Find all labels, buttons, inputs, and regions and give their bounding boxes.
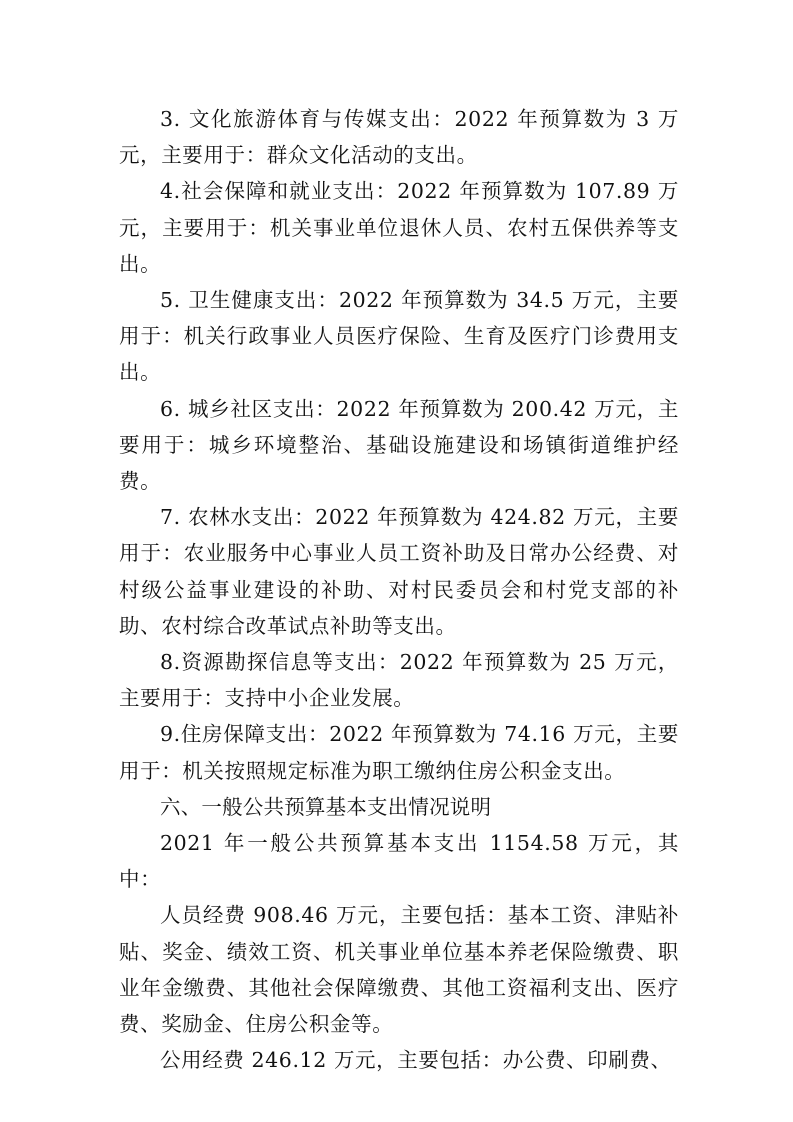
section-heading-basic-expense: 六、一般公共预算基本支出情况说明 — [160, 794, 492, 819]
paragraph-agriculture-expense: 7. 农林水支出：2022 年预算数为 424.82 万元，主要用于：农业服务中心事业人员工资补助及日常办公经费、对村级公益事业建设的补助、对村民委员会和村党支部的补助、农村综合改革试点补助等支出。 — [119, 505, 679, 638]
paragraph-basic-expense-total: 2021 年一般公共预算基本支出 1154.58 万元，其中： — [119, 831, 679, 892]
paragraph-public-expense: 公用经费 246.12 万元，主要包括：办公费、印刷费、 — [160, 1048, 672, 1073]
paragraph-personnel-expense: 人员经费 908.46 万元，主要包括：基本工资、津贴补贴、奖金、绩效工资、机关事业单位基本养老保险缴费、职业年金缴费、其他社会保障缴费、其他工资福利支出、医疗费、奖励金、住房公积金等。 — [119, 903, 679, 1037]
document-body — [119, 101, 679, 1078]
paragraph-community-expense: 6. 城乡社区支出：2022 年预算数为 200.42 万元，主要用于：城乡环境整治、基础设施建设和场镇街道维护经费。 — [119, 396, 679, 494]
paragraph-resource-info-expense: 8.资源勘探信息等支出：2022 年预算数为 25 万元，主要用于：支持中小企业发展。 — [119, 650, 679, 711]
paragraph-health-expense: 5. 卫生健康支出：2022 年预算数为 34.5 万元，主要用于：机关行政事业人员医疗保险、生育及医疗门诊费用支出。 — [119, 288, 679, 385]
paragraph-housing-expense: 9.住房保障支出：2022 年预算数为 74.16 万元，主要用于：机关按照规定标准为职工缴纳住房公积金支出。 — [119, 722, 679, 783]
paragraph-culture-tourism-expense: 3. 文化旅游体育与传媒支出：2022 年预算数为 3 万元，主要用于：群众文化活动的支出。 — [119, 107, 679, 168]
paragraph-social-security-expense: 4.社会保障和就业支出：2022 年预算数为 107.89 万元，主要用于：机关事业单位退休人员、农村五保供养等支出。 — [119, 179, 679, 276]
